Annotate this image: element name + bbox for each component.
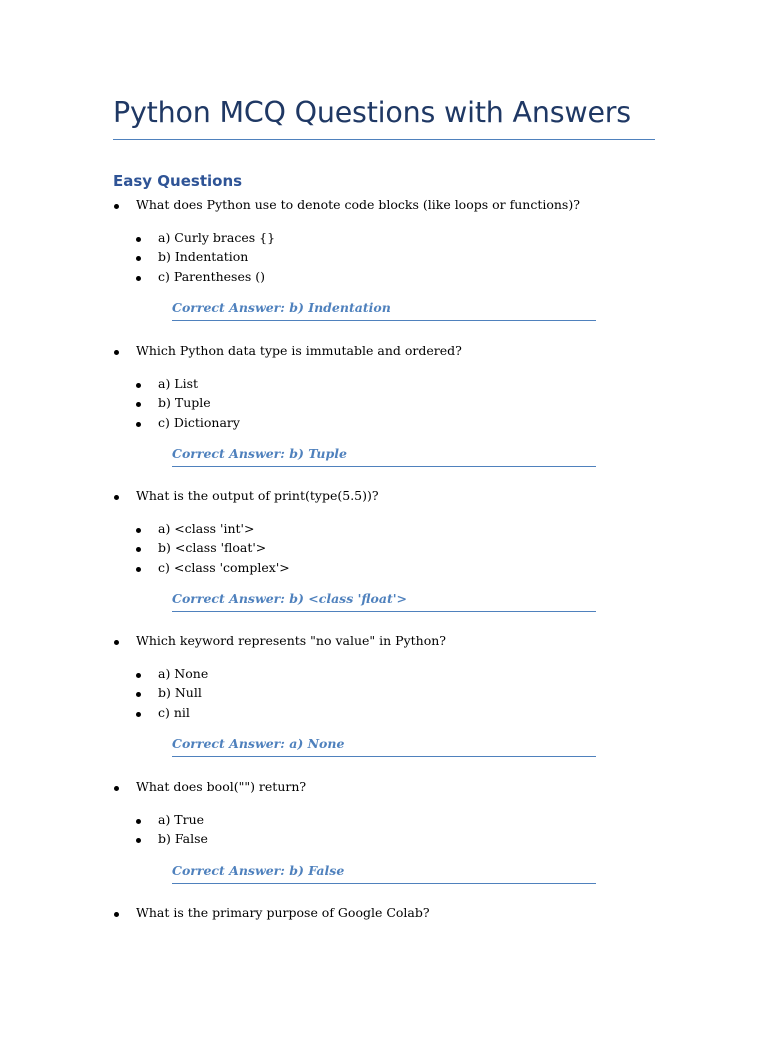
question-row [0,779,700,801]
option-text: b) Null [158,685,202,701]
option-item [0,521,700,543]
question-item [0,905,768,1049]
correct-answer: Correct Answer: b) Tuple [172,445,347,461]
option-item [0,559,700,582]
option-item [0,414,700,437]
option-text: a) <class 'int'> [158,521,255,536]
option-item [0,831,700,853]
option-item [0,376,700,398]
bullet-icon [136,567,141,572]
bullet-icon [136,422,141,427]
option-text: b) <class 'float'> [158,540,267,556]
option-text: b) Tuple [158,395,211,411]
bullet-icon [136,819,141,824]
question-item [0,488,768,632]
option-text: c) <class 'complex'> [158,559,290,575]
bullet-icon [136,692,141,697]
option-text: c) Parentheses () [158,268,266,284]
option-text: b) Indentation [158,249,249,265]
option-item [0,249,700,271]
question-text: What does Python use to denote code blocks (like loops or functions)? [136,197,580,212]
bullet-icon [136,276,141,281]
correct-answer: Correct Answer: b) False [172,862,345,878]
bullet-icon [114,786,119,791]
question-text: Which keyword represents "no value" in Python? [136,633,446,648]
question-item [0,197,768,341]
bullet-icon [136,673,141,678]
bullet-icon [114,350,119,355]
bullet-icon [136,402,141,407]
bullet-icon [114,640,119,645]
option-text: a) Curly braces {} [158,230,276,245]
option-item [0,268,700,291]
question-text: What is the output of print(type(5.5))? [136,488,379,503]
question-text: What is the primary purpose of Google Colab? [136,905,430,920]
option-text: b) False [158,831,208,847]
question-row [0,905,700,927]
answer-underline [172,611,596,612]
correct-answer: Correct Answer: b) <class 'float'> [172,590,408,606]
option-text: a) List [158,376,199,391]
option-text: a) True [158,812,205,827]
bullet-icon [136,237,141,242]
bullet-icon [136,383,141,388]
bullet-icon [114,495,119,500]
bullet-icon [136,838,141,843]
question-row [0,197,700,219]
bullet-icon [114,912,119,917]
answer-underline [172,466,596,467]
bullet-icon [136,712,141,717]
answer-underline [172,756,596,757]
option-item [0,230,700,252]
option-item [0,666,700,688]
bullet-icon [136,547,141,552]
option-item [0,812,700,834]
option-item [0,540,700,562]
option-item [0,395,700,417]
question-row [0,633,700,655]
option-text: a) None [158,666,209,681]
question-text: Which Python data type is immutable and ordered? [136,343,462,358]
question-row [0,488,700,510]
answer-underline [172,320,596,321]
correct-answer: Correct Answer: a) None [172,735,345,751]
bullet-icon [136,256,141,261]
question-item [0,633,768,777]
bullet-icon [136,528,141,533]
answer-underline [172,883,596,884]
document-title: Python MCQ Questions with Answers [113,96,631,129]
correct-answer: Correct Answer: b) Indentation [172,299,391,315]
option-item [0,704,700,727]
option-text: c) Dictionary [158,414,240,430]
section-heading: Easy Questions [113,172,243,190]
question-item [0,343,768,487]
question-text: What does bool("") return? [136,779,307,794]
option-item [0,685,700,707]
bullet-icon [114,204,119,209]
option-text: c) nil [158,704,190,720]
question-row [0,343,700,365]
question-item [0,779,768,923]
